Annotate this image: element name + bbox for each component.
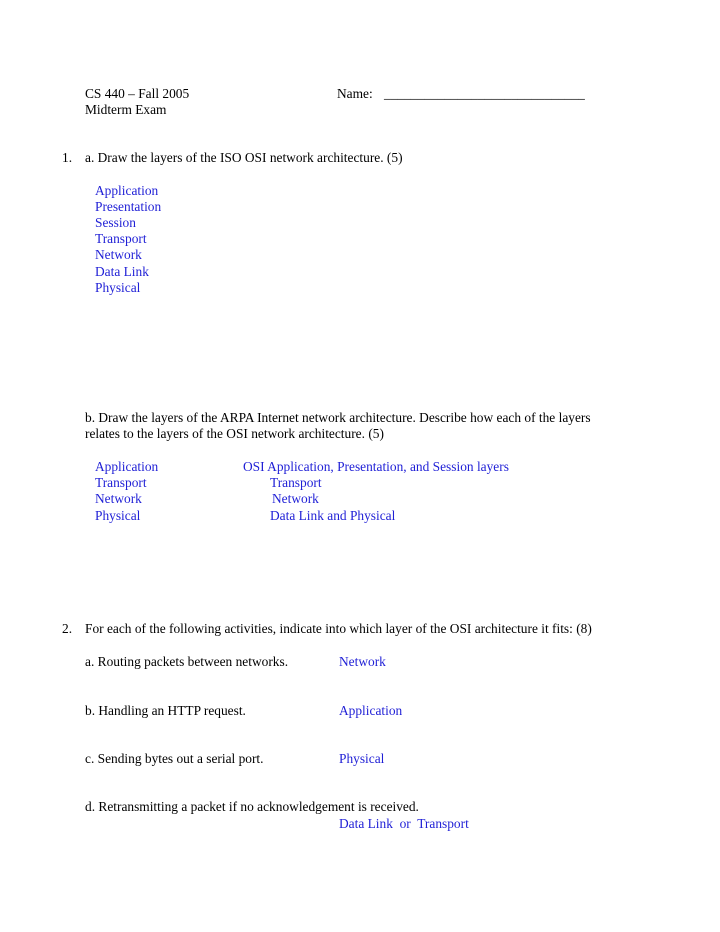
q1a-answer-application: Application bbox=[95, 183, 159, 198]
q1a-answer-physical: Physical bbox=[95, 280, 141, 295]
q2a-answer: Network bbox=[339, 654, 386, 669]
q1b-osi-physical: Data Link and Physical bbox=[270, 508, 396, 523]
q1b-layer-physical: Physical bbox=[95, 508, 141, 523]
q1a-prompt: a. Draw the layers of the ISO OSI network architecture. (5) bbox=[85, 150, 403, 165]
q1b-osi-network: Network bbox=[272, 491, 319, 506]
q1b-osi-transport: Transport bbox=[270, 475, 322, 490]
q1b-osi-application: OSI Application, Presentation, and Session layers bbox=[243, 459, 509, 474]
q1b-layer-application: Application bbox=[95, 459, 159, 474]
q1b-prompt-line1: b. Draw the layers of the ARPA Internet network architecture. Describe how each of the layers bbox=[85, 410, 591, 425]
q1a-answer-session: Session bbox=[95, 215, 136, 230]
q2-prompt: For each of the following activities, indicate into which layer of the OSI architecture it fits: (8) bbox=[85, 621, 592, 636]
name-blank: ______________________________ bbox=[384, 86, 585, 101]
exam-title: Midterm Exam bbox=[85, 102, 167, 117]
q1-number: 1. bbox=[62, 150, 73, 165]
q1a-answer-transport: Transport bbox=[95, 231, 147, 246]
q1b-prompt-line2: relates to the layers of the OSI network architecture. (5) bbox=[85, 426, 384, 441]
q2c-answer: Physical bbox=[339, 751, 385, 766]
q2d-question: d. Retransmitting a packet if no acknowledgement is received. bbox=[85, 799, 419, 814]
q1b-layer-transport: Transport bbox=[95, 475, 147, 490]
q2b-answer: Application bbox=[339, 703, 403, 718]
q1b-layer-network: Network bbox=[95, 491, 142, 506]
q1a-answer-presentation: Presentation bbox=[95, 199, 162, 214]
q2d-answer: Data Link or Transport bbox=[339, 816, 469, 831]
q2-number: 2. bbox=[62, 621, 73, 636]
q2a-question: a. Routing packets between networks. bbox=[85, 654, 289, 669]
name-label: Name: bbox=[337, 86, 373, 101]
q2b-question: b. Handling an HTTP request. bbox=[85, 703, 246, 718]
course-title: CS 440 – Fall 2005 bbox=[85, 86, 190, 101]
q1a-answer-data-link: Data Link bbox=[95, 264, 149, 279]
q2c-question: c. Sending bytes out a serial port. bbox=[85, 751, 264, 766]
q1a-answer-network: Network bbox=[95, 247, 142, 262]
